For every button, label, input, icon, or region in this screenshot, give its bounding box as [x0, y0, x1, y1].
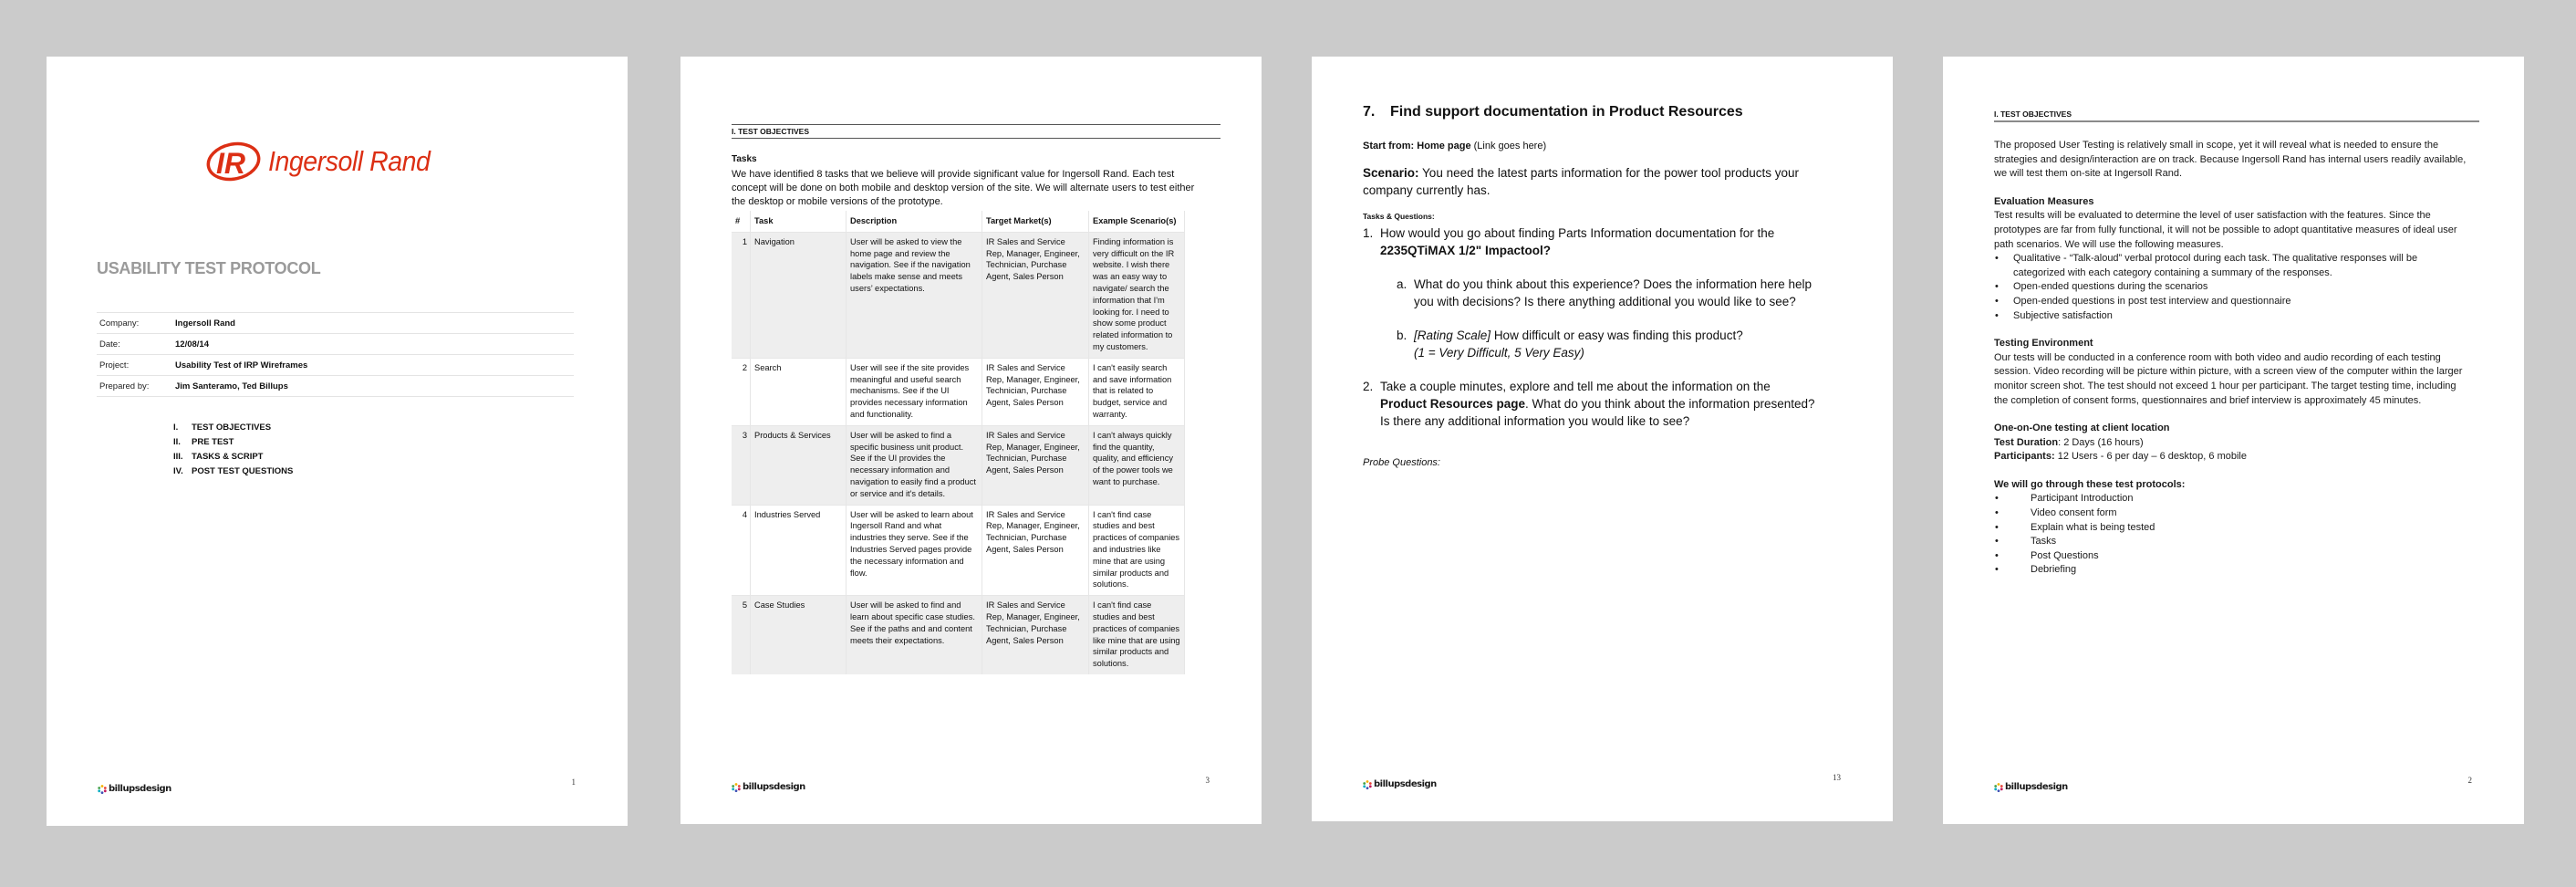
- task-scenario: Finding information is very difficult on the IR website. I wish there was an easy way to navigate/ search the information that I'm looking for. I need to show some product related information to my customers.: [1089, 232, 1185, 358]
- task-name: Products & Services: [751, 425, 847, 505]
- sub-question-item: a. What do you think about this experience? Does the information here help you with decisions? Is there anything additional you would like to see?: [1397, 277, 1813, 308]
- bullet-icon: •: [1995, 295, 1999, 307]
- toc-item: II. PRE TEST: [173, 437, 234, 447]
- meta-row: [97, 376, 574, 397]
- objectives-body: [1994, 139, 2468, 578]
- page-test-objectives: [1943, 57, 2524, 824]
- billups-flower-icon: [732, 783, 741, 792]
- task-scenario: I can't always quickly find the quantity, quality, and efficiency of the power tools we want to purchase.: [1089, 425, 1185, 505]
- meta-row: [97, 313, 574, 334]
- meta-value: Ingersoll Rand: [172, 313, 574, 334]
- task-name: Search: [751, 358, 847, 425]
- probe-questions-label: Probe Questions:: [1363, 457, 1440, 468]
- bullet-icon: •: [1995, 507, 1999, 519]
- task-num: 3: [732, 425, 751, 505]
- page-number: 3: [1205, 776, 1210, 785]
- environment-paragraph: Our tests will be conducted in a conference room with both video and audio recording of each testing session. Video recording will be picture within picture, with a screen view of the computer within the larger monitor screen shot. The test should not exceed 1 hour per participant. The target testing time, including the completion of consent forms, questionnaires and brief interview is approximately 45 minutes.: [1994, 351, 2463, 406]
- protocol-item: • Explain what is being tested: [1994, 521, 2468, 536]
- bullet-icon: •: [1995, 564, 1999, 576]
- question-item: 1. How would you go about finding Parts Information documentation for the 2235QTiMAX 1/2" Impactool?: [1363, 226, 1775, 257]
- bullet-item: • Open-ended questions during the scenarios: [1994, 280, 2468, 295]
- task-target-market: IR Sales and Service Rep, Manager, Engineer, Technician, Purchase Agent, Sales Person: [982, 425, 1089, 505]
- scenario: Scenario: You need the latest parts information for the power tool products your company currently has.: [1363, 166, 1800, 197]
- task-num: 5: [732, 596, 751, 674]
- evaluation-paragraph: Test results will be evaluated to determine the level of user satisfaction with the features. Since the prototypes are far from fully functional, it will not be possible to adopt quantitative measures of ideal user path scenarios. We will use the following measures.: [1994, 210, 2457, 250]
- page-cover: [47, 57, 628, 826]
- task-description: User will be asked to find a specific business unit product. See if the UI provides the necessary information and navigation to easily find a product or service and it's details.: [847, 425, 982, 505]
- table-row: [732, 358, 1185, 425]
- col-header-market: Target Market(s): [982, 211, 1089, 232]
- section-heading: I. TEST OBJECTIVES: [1994, 110, 2479, 122]
- task-target-market: IR Sales and Service Rep, Manager, Engineer, Technician, Purchase Agent, Sales Person: [982, 596, 1089, 674]
- bullet-item: • Subjective satisfaction: [1994, 309, 2468, 324]
- tasks-heading: Tasks: [732, 154, 757, 164]
- task-num: 2: [732, 358, 751, 425]
- table-row: [732, 425, 1185, 505]
- task-num: 4: [732, 505, 751, 596]
- bullet-icon: •: [1995, 536, 1999, 548]
- task-scenario: I can't find case studies and best practices of companies like mine that are using similar products and solutions.: [1089, 596, 1185, 674]
- meta-row: [97, 355, 574, 376]
- evaluation-heading: Evaluation Measures: [1994, 195, 2094, 207]
- toc-item: III. TASKS & SCRIPT: [173, 452, 264, 462]
- footer-brand: billupsdesign: [1363, 779, 1437, 789]
- toc-item: I. TEST OBJECTIVES: [173, 423, 272, 433]
- protocol-item: • Debriefing: [1994, 563, 2468, 578]
- ingersoll-rand-logo: [206, 141, 444, 182]
- col-header-scenario: Example Scenario(s): [1089, 211, 1185, 232]
- meta-row: [97, 334, 574, 355]
- svg-text:IR: IR: [216, 147, 245, 180]
- meta-value: Usability Test of IRP Wireframes: [172, 355, 574, 376]
- table-header-row: [732, 211, 1185, 232]
- page-task-script: [1312, 57, 1893, 821]
- meta-label: Prepared by:: [97, 376, 172, 397]
- footer-brand: billupsdesign: [1994, 782, 2068, 792]
- toc-item: IV. POST TEST QUESTIONS: [173, 466, 294, 476]
- meta-label: Project:: [97, 355, 172, 376]
- start-from: Start from: Home page (Link goes here): [1363, 141, 1547, 151]
- participants: Participants: 12 Users - 6 per day – 6 desktop, 6 mobile: [1994, 451, 2247, 463]
- sub-question-item: b. [Rating Scale] How difficult or easy was finding this product? (1 = Very Difficult, 5 Very Easy): [1397, 329, 1743, 360]
- bullet-icon: •: [1995, 521, 1999, 533]
- document-title: USABILITY TEST PROTOCOL: [97, 259, 321, 277]
- logo-wordmark: Ingersoll Rand: [268, 145, 431, 177]
- intro-paragraph: The proposed User Testing is relatively small in scope, yet it will reveal what is needed to ensure the strategies and design/interaction are on track. Because Ingersoll Rand has internal users readily available, we will test them on-site at Ingersoll Rand.: [1994, 140, 2467, 180]
- environment-heading: Testing Environment: [1994, 338, 2093, 350]
- protocol-item: • Video consent form: [1994, 506, 2468, 521]
- page-number: 1: [571, 777, 576, 787]
- protocol-item: • Post Questions: [1994, 549, 2468, 564]
- onsite-heading: One-on-One testing at client location: [1994, 423, 2170, 434]
- table-row: [732, 505, 1185, 596]
- task-description: User will be asked to find and learn about specific case studies. See if the paths and and content meets their expectations.: [847, 596, 982, 674]
- page-tasks-table: [680, 57, 1262, 824]
- bullet-item: • Open-ended questions in post test interview and questionnaire: [1994, 295, 2468, 309]
- col-header-description: Description: [847, 211, 982, 232]
- section-heading: I. TEST OBJECTIVES: [732, 124, 1220, 139]
- billups-flower-icon: [1363, 780, 1372, 789]
- task-description: User will see if the site provides meaningful and useful search mechanisms. See if the UI provides necessary information and functionality.: [847, 358, 982, 425]
- task-target-market: IR Sales and Service Rep, Manager, Engineer, Technician, Purchase Agent, Sales Person: [982, 232, 1089, 358]
- page-number: 2: [2467, 776, 2472, 785]
- table-row: [732, 232, 1185, 358]
- table-of-contents: [173, 421, 293, 479]
- meta-value: 12/08/14: [172, 334, 574, 355]
- task-scenario: I can't easily search and save information that is related to budget, service and warranty.: [1089, 358, 1185, 425]
- protocol-item: • Participant Introduction: [1994, 492, 2468, 506]
- tasks-questions-label: Tasks & Questions:: [1363, 212, 1435, 221]
- meta-value: Jim Santeramo, Ted Billups: [172, 376, 574, 397]
- test-duration: Test Duration: 2 Days (16 hours): [1994, 436, 2144, 448]
- task-heading: 7. Find support documentation in Product Resources: [1363, 104, 1743, 120]
- start-link[interactable]: (Link goes here): [1473, 141, 1547, 151]
- billups-flower-icon: [98, 785, 107, 794]
- question-item: 2. Take a couple minutes, explore and tell me about the information on the Product Resources page. What do you think about the information presented? Is there any additional information you would like to see?: [1363, 380, 1815, 428]
- task-description: User will be asked to view the home page and review the navigation. See if the navigation labels make sense and meets users’ expectations.: [847, 232, 982, 358]
- bullet-icon: •: [1995, 309, 1999, 321]
- meta-label: Company:: [97, 313, 172, 334]
- bullet-icon: •: [1995, 253, 1999, 265]
- task-name: Navigation: [751, 232, 847, 358]
- ir-logo-icon: [206, 141, 265, 182]
- billups-flower-icon: [1994, 783, 2003, 792]
- bullet-item: • Qualitative - “Talk-aloud” verbal protocol during each task. The qualitative responses will be categorized with each category containing a summary of the responses.: [1994, 252, 2468, 280]
- task-num: 1: [732, 232, 751, 358]
- question-list: [1363, 224, 1819, 430]
- document-meta-table: [97, 312, 574, 397]
- bullet-icon: •: [1995, 281, 1999, 293]
- task-description: User will be asked to learn about Ingersoll Rand and what industries they serve. See if the Industries Served pages provide the necessary information and flow.: [847, 505, 982, 596]
- col-header-task: Task: [751, 211, 847, 232]
- footer-brand: billupsdesign: [732, 782, 805, 792]
- meta-label: Date:: [97, 334, 172, 355]
- protocol-item: • Tasks: [1994, 535, 2468, 549]
- protocols-heading: We will go through these test protocols:: [1994, 478, 2186, 490]
- tasks-table: [732, 211, 1185, 674]
- tasks-intro: We have identified 8 tasks that we believe will provide significant value for Ingersoll Rand. Each test concept will be done on both mobile and desktop version of the site. We will alternate users to test either the desktop or mobile versions of the prototype.: [732, 169, 1195, 207]
- page-number: 13: [1833, 773, 1841, 782]
- footer-brand: billupsdesign: [98, 784, 171, 794]
- table-row: [732, 596, 1185, 674]
- bullet-icon: •: [1995, 493, 1999, 505]
- task-name: Industries Served: [751, 505, 847, 596]
- task-scenario: I can't find case studies and best practices of companies and industries like mine that are using similar products and solutions.: [1089, 505, 1185, 596]
- bullet-icon: •: [1995, 549, 1999, 561]
- task-target-market: IR Sales and Service Rep, Manager, Engineer, Technician, Purchase Agent, Sales Person: [982, 505, 1089, 596]
- task-target-market: IR Sales and Service Rep, Manager, Engineer, Technician, Purchase Agent, Sales Person: [982, 358, 1089, 425]
- col-header-num: #: [732, 211, 751, 232]
- task-name: Case Studies: [751, 596, 847, 674]
